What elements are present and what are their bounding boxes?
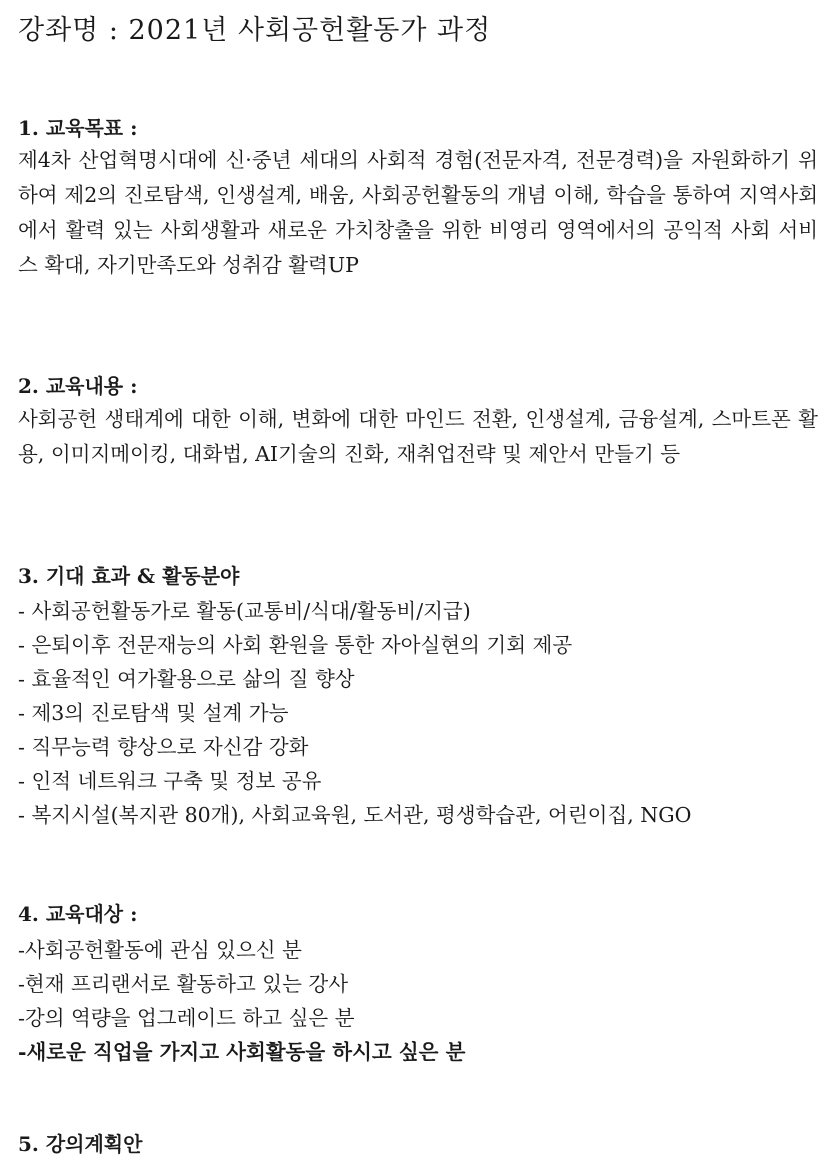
list-item: -사회공헌활동에 관심 있으신 분: [18, 938, 302, 962]
section-1-body: 제4차 산업혁명시대에 신·중년 세대의 사회적 경험(전문자격, 전문경력)을 자원화하기 위하여 제2의 진로탐색, 인생설계, 배움, 사회공헌활동의 개념 이해, 학습을 통하여 지역사회에서 활력 있는 사회생활과 새로운 가치창출을 위한 비영리 영역에서의 공익적 사회 서비스 확대, 자기만족도와 성취감 활력UP: [18, 148, 818, 277]
list-item: - 인적 네트워크 구축 및 정보 공유: [18, 769, 322, 793]
list-item: - 직무능력 향상으로 자신감 강화: [18, 735, 309, 759]
section-2-body: 사회공헌 생태계에 대한 이해, 변화에 대한 마인드 전환, 인생설계, 금융설계, 스마트폰 활용, 이미지메이킹, 대화법, AI기술의 진화, 재취업전략 및 제안서 만들기 등: [18, 407, 818, 466]
list-item: -새로운 직업을 가지고 사회활동을 하시고 싶은 분: [18, 1040, 466, 1064]
list-item: - 제3의 진로탐색 및 설계 가능: [18, 701, 289, 725]
section-1-heading: 1. 교육목표 :: [18, 116, 138, 140]
section-4-list: [18, 933, 828, 1069]
list-item: -강의 역량을 업그레이드 하고 싶은 분: [18, 1006, 355, 1030]
list-item: - 효율적인 여가활용으로 삶의 질 향상: [18, 667, 355, 691]
section-3-list: [18, 594, 828, 832]
list-item: - 복지시설(복지관 80개), 사회교육원, 도서관, 평생학습관, 어린이집, NGO: [18, 803, 692, 827]
section-5-heading: 5. 강의계획안: [18, 1132, 143, 1156]
list-item: -현재 프리랜서로 활동하고 있는 강사: [18, 972, 349, 996]
list-item: - 은퇴이후 전문재능의 사회 환원을 통한 자아실현의 기회 제공: [18, 633, 573, 657]
list-item: - 사회공헌활동가로 활동(교통비/식대/활동비/지급): [18, 599, 471, 623]
section-3-heading: 3. 기대 효과 & 활동분야: [18, 564, 240, 588]
course-title: 강좌명 : 2021년 사회공헌활동가 과정: [18, 15, 492, 46]
section-2-heading: 2. 교육내용 :: [18, 374, 138, 398]
section-4-heading: 4. 교육대상 :: [18, 902, 138, 926]
